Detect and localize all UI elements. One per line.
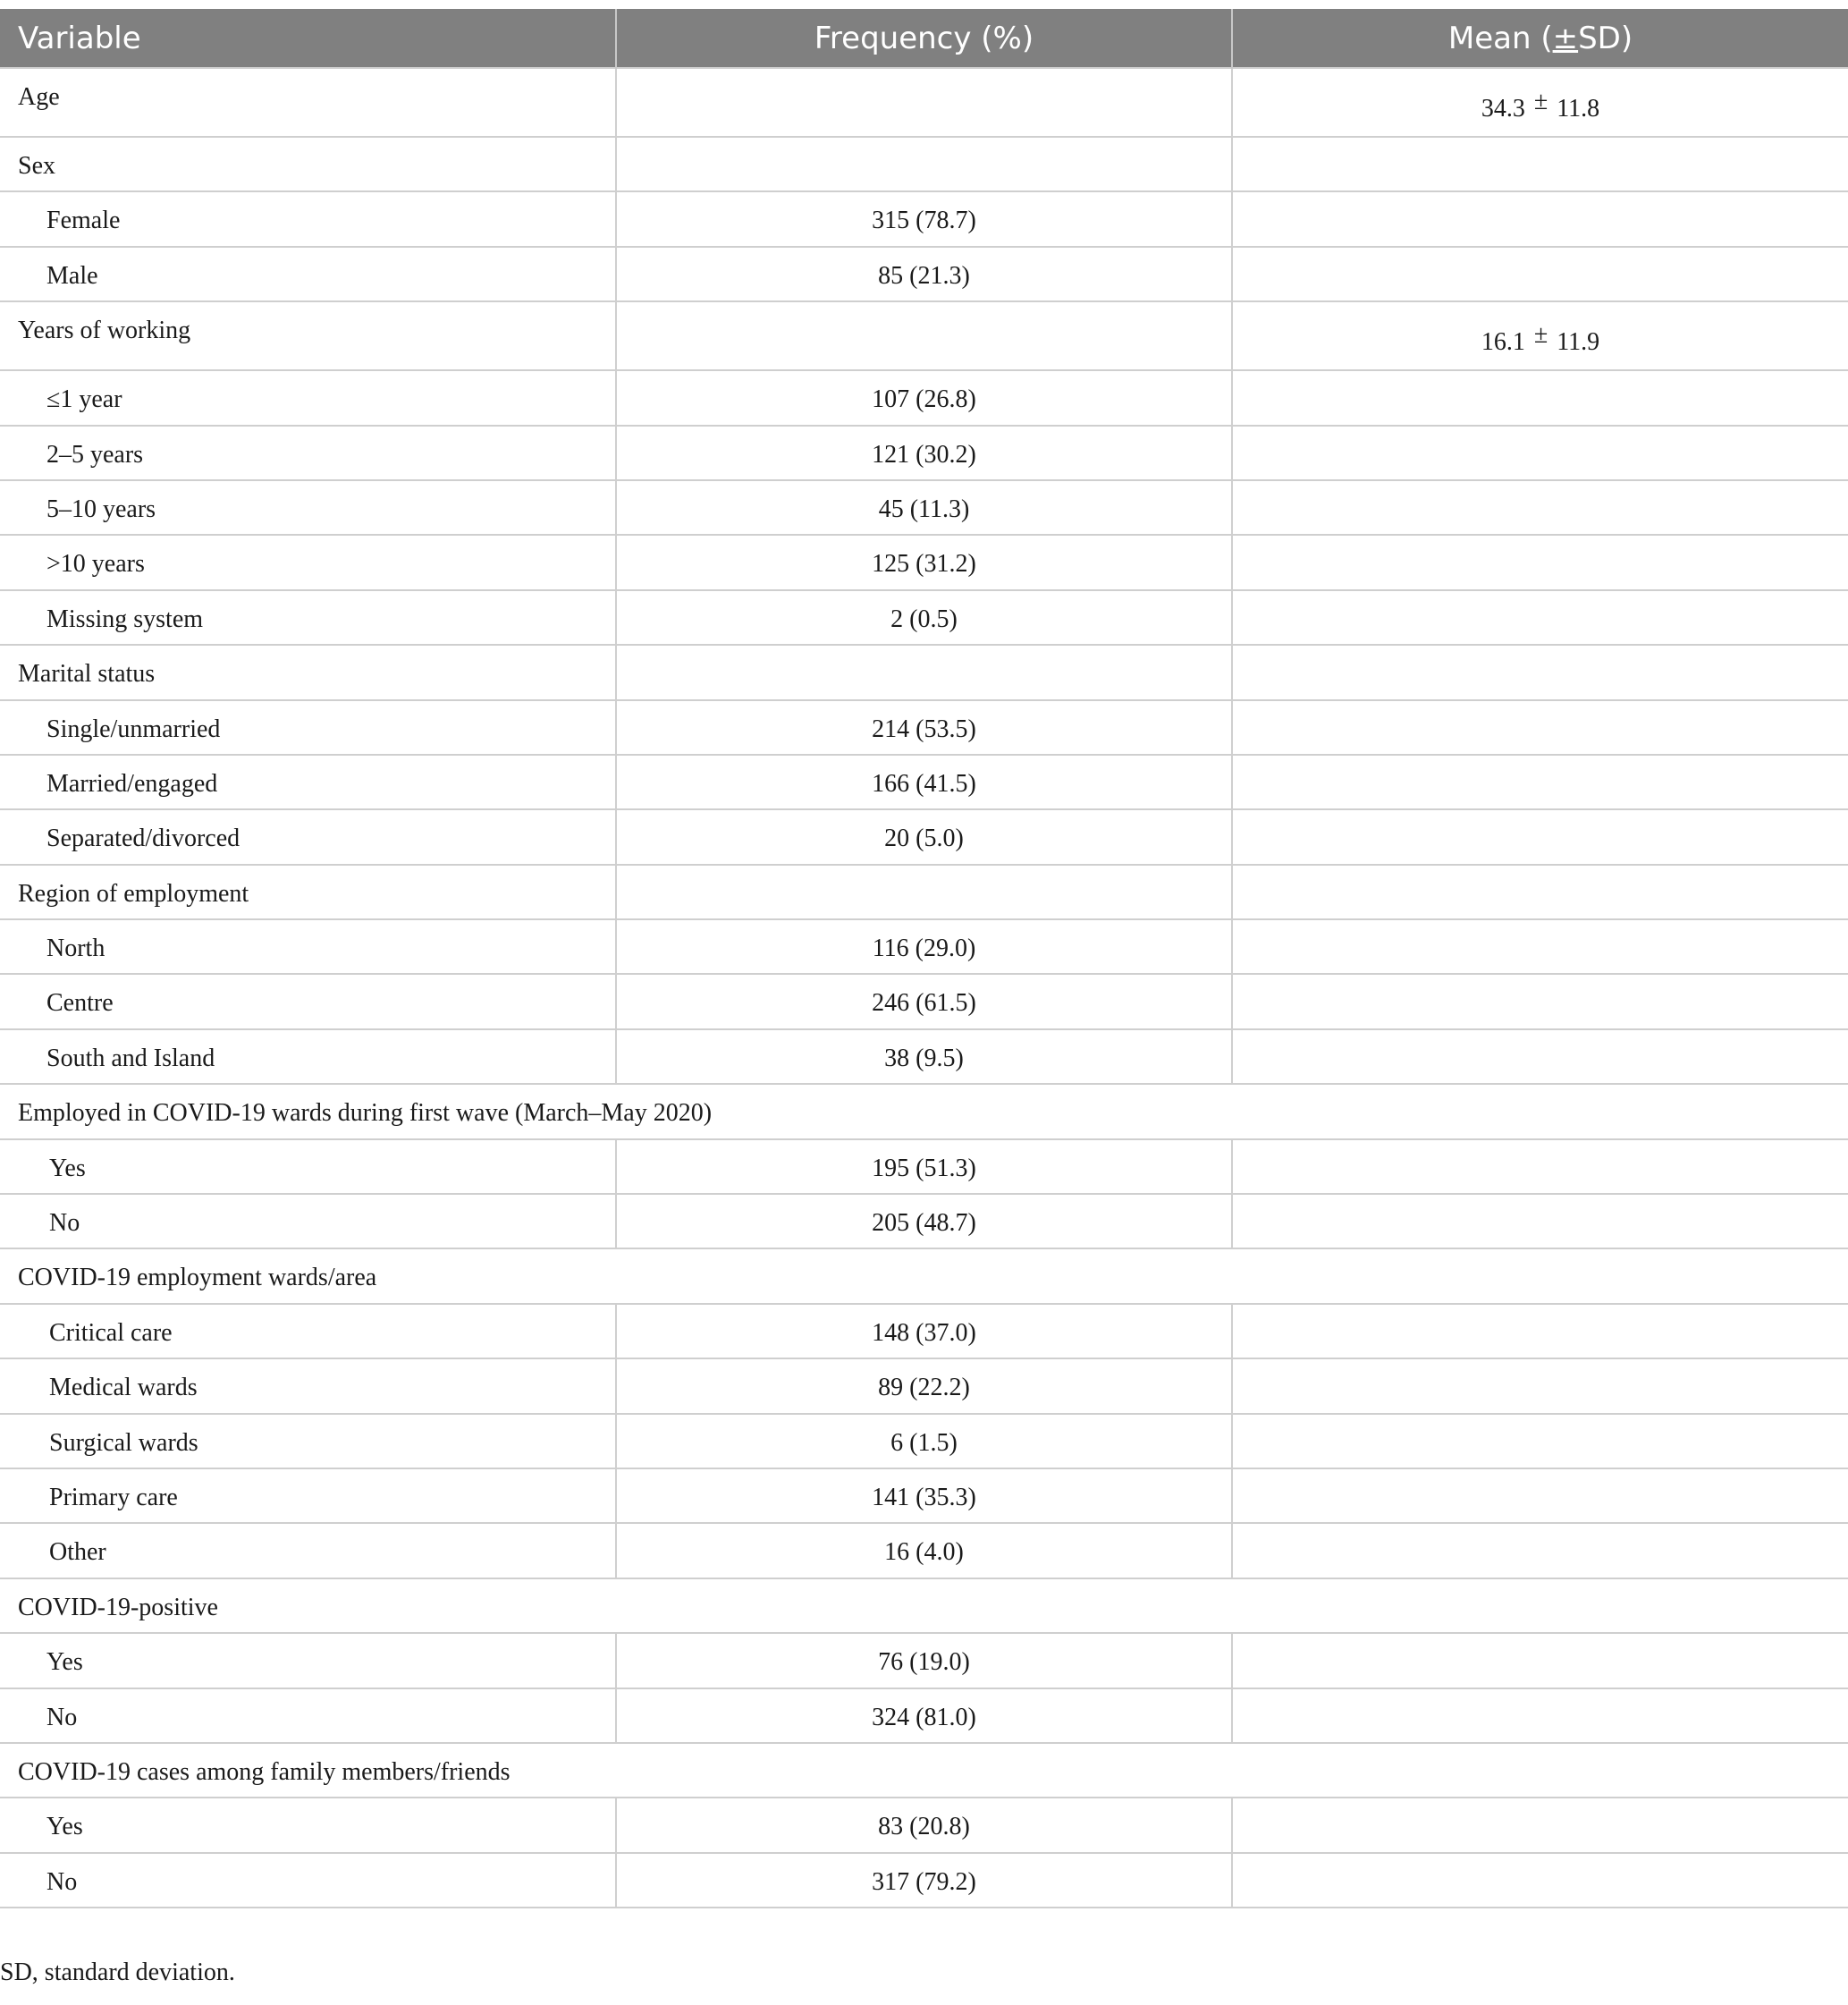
row-label: No xyxy=(0,1688,616,1743)
table-row xyxy=(0,974,1848,1028)
table-row xyxy=(0,1248,1848,1303)
table-row xyxy=(0,645,1848,699)
table-row xyxy=(0,1468,1848,1523)
row-mean xyxy=(1232,370,1848,425)
row-mean xyxy=(1232,1304,1848,1358)
row-mean xyxy=(1232,191,1848,246)
row-label: Sex xyxy=(0,137,616,191)
row-frequency: 148 (37.0) xyxy=(616,1304,1232,1358)
row-label: Yes xyxy=(0,1798,616,1852)
header-mean-suffix: SD) xyxy=(1578,20,1633,56)
row-label: COVID-19-positive xyxy=(0,1578,1848,1633)
row-label: Marital status xyxy=(0,645,616,699)
row-mean xyxy=(1232,1798,1848,1852)
row-frequency: 315 (78.7) xyxy=(616,191,1232,246)
table-row xyxy=(0,301,1848,370)
row-frequency: 121 (30.2) xyxy=(616,426,1232,480)
row-label: Married/engaged xyxy=(0,755,616,809)
row-label: Surgical wards xyxy=(0,1414,616,1468)
row-mean xyxy=(1232,1194,1848,1248)
row-label: Yes xyxy=(0,1139,616,1194)
table-row xyxy=(0,1743,1848,1798)
sd-value: 11.8 xyxy=(1557,94,1600,123)
table-row xyxy=(0,865,1848,919)
header-mean-pm: ± xyxy=(1552,20,1579,56)
row-frequency: 166 (41.5) xyxy=(616,755,1232,809)
row-mean xyxy=(1232,1688,1848,1743)
row-frequency: 116 (29.0) xyxy=(616,919,1232,974)
table-row xyxy=(0,700,1848,755)
row-label: North xyxy=(0,919,616,974)
row-mean xyxy=(1232,865,1848,919)
table-row xyxy=(0,1414,1848,1468)
row-frequency: 195 (51.3) xyxy=(616,1139,1232,1194)
header-frequency: Frequency (%) xyxy=(616,9,1232,68)
row-mean xyxy=(1232,480,1848,535)
table-row xyxy=(0,1853,1848,1908)
table-row xyxy=(0,426,1848,480)
row-label: Missing system xyxy=(0,590,616,645)
plus-minus-sign: ± xyxy=(1533,320,1548,349)
table-row xyxy=(0,1523,1848,1578)
table-row xyxy=(0,919,1848,974)
table-row xyxy=(0,1304,1848,1358)
header-row xyxy=(0,9,1848,68)
row-frequency: 246 (61.5) xyxy=(616,974,1232,1028)
row-mean xyxy=(1232,809,1848,864)
row-frequency: 317 (79.2) xyxy=(616,1853,1232,1908)
table-row xyxy=(0,191,1848,246)
table-row xyxy=(0,535,1848,589)
row-frequency: 205 (48.7) xyxy=(616,1194,1232,1248)
row-label: Single/unmarried xyxy=(0,700,616,755)
row-mean xyxy=(1232,700,1848,755)
table-row xyxy=(0,370,1848,425)
row-mean xyxy=(1232,755,1848,809)
plus-minus-sign: ± xyxy=(1533,87,1548,115)
row-mean xyxy=(1232,301,1848,370)
row-frequency: 125 (31.2) xyxy=(616,535,1232,589)
row-frequency: 20 (5.0) xyxy=(616,809,1232,864)
row-label: Employed in COVID-19 wards during first wave (March–May 2020) xyxy=(0,1084,1848,1138)
row-mean xyxy=(1232,1853,1848,1908)
row-label: Region of employment xyxy=(0,865,616,919)
row-label: Female xyxy=(0,191,616,246)
row-label: Other xyxy=(0,1523,616,1578)
sd-value: 11.9 xyxy=(1557,327,1600,356)
table-row xyxy=(0,1084,1848,1138)
table-row xyxy=(0,755,1848,809)
table-row xyxy=(0,1798,1848,1852)
table-row xyxy=(0,1358,1848,1413)
row-mean xyxy=(1232,1523,1848,1578)
row-frequency: 324 (81.0) xyxy=(616,1688,1232,1743)
table-row xyxy=(0,590,1848,645)
row-label: 5–10 years xyxy=(0,480,616,535)
table-row xyxy=(0,137,1848,191)
row-label: COVID-19 employment wards/area xyxy=(0,1248,1848,1303)
row-frequency xyxy=(616,301,1232,370)
row-mean xyxy=(1232,1414,1848,1468)
row-label: Years of working xyxy=(0,301,616,370)
row-mean xyxy=(1232,247,1848,301)
table-row xyxy=(0,1578,1848,1633)
row-mean xyxy=(1232,1029,1848,1084)
table-row xyxy=(0,68,1848,137)
row-mean xyxy=(1232,1633,1848,1688)
row-frequency: 141 (35.3) xyxy=(616,1468,1232,1523)
row-label: COVID-19 cases among family members/friends xyxy=(0,1743,1848,1798)
table-row xyxy=(0,1139,1848,1194)
row-mean xyxy=(1232,1468,1848,1523)
table-container xyxy=(0,9,1848,1908)
row-label: Male xyxy=(0,247,616,301)
row-frequency: 16 (4.0) xyxy=(616,1523,1232,1578)
row-label: ≤1 year xyxy=(0,370,616,425)
row-frequency xyxy=(616,645,1232,699)
row-label: Yes xyxy=(0,1633,616,1688)
row-mean xyxy=(1232,1139,1848,1194)
row-label: Medical wards xyxy=(0,1358,616,1413)
row-frequency xyxy=(616,137,1232,191)
row-frequency: 107 (26.8) xyxy=(616,370,1232,425)
table-row xyxy=(0,809,1848,864)
row-label: Critical care xyxy=(0,1304,616,1358)
row-label: 2–5 years xyxy=(0,426,616,480)
row-label: Age xyxy=(0,68,616,137)
mean-value: 16.1 xyxy=(1481,327,1525,356)
row-frequency xyxy=(616,865,1232,919)
row-label: Primary care xyxy=(0,1468,616,1523)
row-label: >10 years xyxy=(0,535,616,589)
row-mean xyxy=(1232,974,1848,1028)
row-mean xyxy=(1232,590,1848,645)
header-mean xyxy=(1232,9,1848,68)
row-label: South and Island xyxy=(0,1029,616,1084)
header-mean-prefix: Mean ( xyxy=(1447,20,1553,56)
table-footnote: SD, standard deviation. xyxy=(0,1958,235,1986)
row-label: No xyxy=(0,1853,616,1908)
row-mean xyxy=(1232,645,1848,699)
row-frequency xyxy=(616,68,1232,137)
row-label: No xyxy=(0,1194,616,1248)
row-label: Centre xyxy=(0,974,616,1028)
table-row xyxy=(0,1633,1848,1688)
row-frequency: 214 (53.5) xyxy=(616,700,1232,755)
row-frequency: 45 (11.3) xyxy=(616,480,1232,535)
row-label: Separated/divorced xyxy=(0,809,616,864)
row-frequency: 2 (0.5) xyxy=(616,590,1232,645)
table-row xyxy=(0,247,1848,301)
table-row xyxy=(0,1029,1848,1084)
row-frequency: 89 (22.2) xyxy=(616,1358,1232,1413)
row-mean xyxy=(1232,919,1848,974)
table-row xyxy=(0,1194,1848,1248)
mean-value: 34.3 xyxy=(1481,94,1525,123)
row-mean xyxy=(1232,535,1848,589)
demographics-table xyxy=(0,9,1848,1908)
row-mean xyxy=(1232,137,1848,191)
row-mean xyxy=(1232,426,1848,480)
row-frequency: 38 (9.5) xyxy=(616,1029,1232,1084)
header-variable: Variable xyxy=(0,9,616,68)
table-row xyxy=(0,480,1848,535)
row-frequency: 83 (20.8) xyxy=(616,1798,1232,1852)
table-row xyxy=(0,1688,1848,1743)
row-frequency: 6 (1.5) xyxy=(616,1414,1232,1468)
row-frequency: 85 (21.3) xyxy=(616,247,1232,301)
row-mean xyxy=(1232,1358,1848,1413)
row-frequency: 76 (19.0) xyxy=(616,1633,1232,1688)
row-mean xyxy=(1232,68,1848,137)
